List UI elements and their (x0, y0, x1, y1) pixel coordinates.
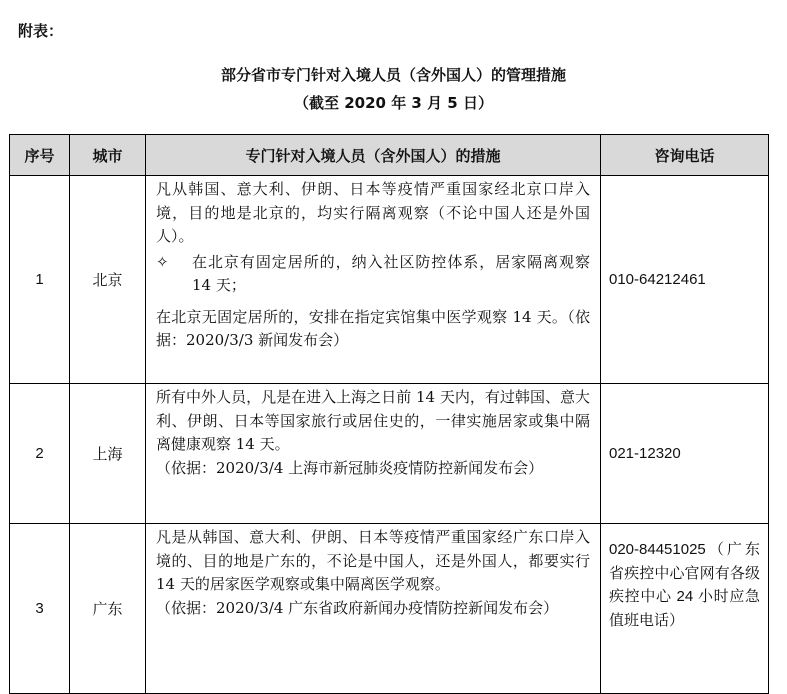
table-row (10, 524, 769, 694)
measure-bullet (156, 251, 590, 298)
row-city: 北京 (70, 176, 146, 384)
row-phone: 021-12320 (601, 384, 769, 524)
column-header-city: 城市 (70, 135, 146, 176)
measure-paragraph: 凡从韩国、意大利、伊朗、日本等疫情严重国家经北京口岸入境，目的地是北京的，均实行隔离观察（不论中国人还是外国人）。 (156, 180, 590, 245)
row-measure (146, 524, 601, 694)
measure-paragraph: （依据：2020/3/4 广东省政府新闻办疫情防控新闻发布会） (156, 598, 559, 617)
diamond-bullet-icon: ✧ (156, 252, 169, 271)
measure-paragraph: 所有中外人员，凡是在进入上海之日前 14 天内，有过韩国、意大利、伊朗、日本等国家旅行或居住史的，一律实施居家或集中隔离健康观察 14 天。 (156, 388, 590, 453)
row-measure (146, 176, 601, 384)
column-header-measures: 专门针对入境人员（含外国人）的措施 (146, 135, 601, 176)
row-phone: 010-64212461 (601, 176, 769, 384)
measure-paragraph: （依据：2020/3/4 上海市新冠肺炎疫情防控新闻发布会） (156, 458, 544, 477)
table-header-row (10, 135, 769, 176)
row-city: 上海 (70, 384, 146, 524)
row-number: 1 (10, 176, 70, 384)
measure-bullet-text: 在北京有固定居所的，纳入社区防控体系，居家隔离观察 14 天； (192, 252, 590, 294)
column-header-number: 序号 (10, 135, 70, 176)
page-subtitle: （截至 2020 年 3 月 5 日） (294, 94, 493, 112)
page-title: 部分省市专门针对入境人员（含外国人）的管理措施 (220, 66, 566, 84)
row-number: 3 (10, 524, 70, 694)
appendix-label: 附表： (18, 22, 64, 40)
row-measure (146, 384, 601, 524)
measure-paragraph: 在北京无固定居所的，安排在指定宾馆集中医学观察 14 天。（依据：2020/3/3 新闻发布会） (156, 307, 590, 349)
measures-table (9, 134, 769, 694)
row-city: 广东 (70, 524, 146, 694)
row-phone: 020-84451025（广东省疾控中心官网有各级疾控中心 24 小时应急值班电话） (601, 524, 769, 694)
column-header-phone: 咨询电话 (601, 135, 769, 176)
measure-paragraph: 凡是从韩国、意大利、伊朗、日本等疫情严重国家经广东口岸入境的、目的地是广东的，不论是中国人，还是外国人，都要实行 14 天的居家医学观察或集中隔离医学观察。 (156, 528, 590, 593)
table-row (10, 176, 769, 384)
row-number: 2 (10, 384, 70, 524)
table-row (10, 384, 769, 524)
